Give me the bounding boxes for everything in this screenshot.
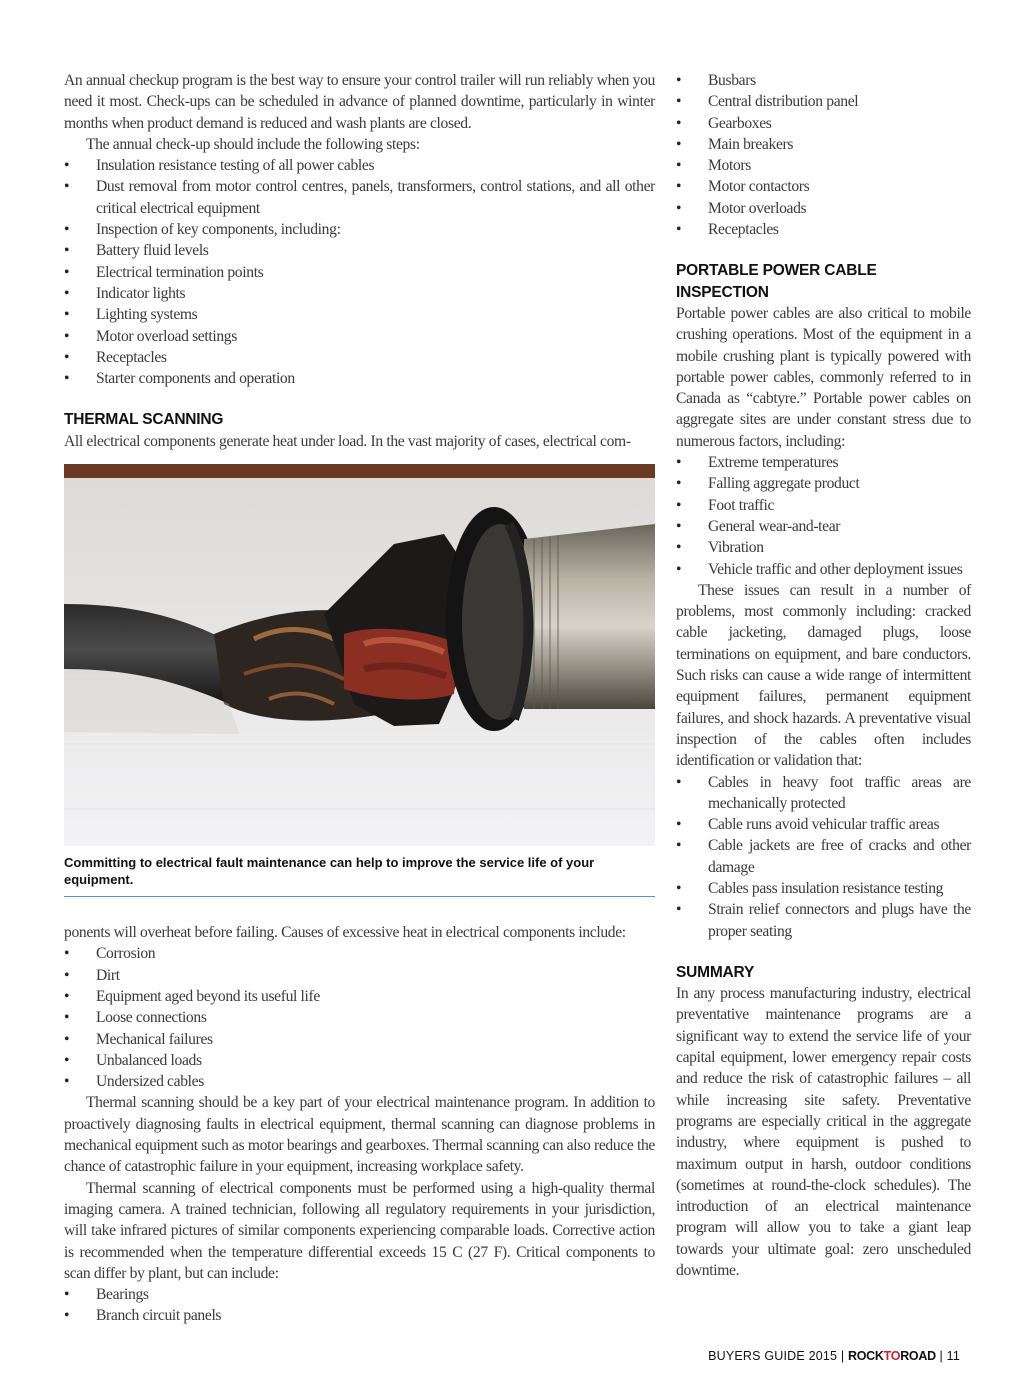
list-item: • Corrosion	[64, 943, 655, 964]
list-item: • Strain relief connectors and plugs have the proper seating	[676, 899, 971, 942]
list-item: • Main breakers	[676, 134, 971, 155]
thermal-intro: All electrical components generate heat under load. In the vast majority of cases, electrical com-	[64, 432, 631, 450]
checks-list	[676, 772, 971, 942]
list-item: • Foot traffic	[676, 495, 971, 516]
list-item: • Motor contactors	[676, 176, 971, 197]
list-item: • Receptacles	[64, 347, 655, 368]
list-item: • Starter components and operation	[64, 368, 655, 389]
summary-paragraph: In any process manufacturing industry, electrical preventative maintenance programs are a significant way to extend the service life of your capital equipment, lower emergency repair costs and reduce the risk of catastrophic failures – all while increasing site safety. Preventative programs are especially critical in the aggregate industry, where equipment is pushed to maximum output in harsh, outdoor conditions (sometimes at round-the-clock schedules). The introduction of an electrical maintenance program will allow you to take a giant leap towards your ultimate goal: zero unscheduled downtime.	[676, 985, 971, 1280]
intro-paragraph: An annual checkup program is the best way to ensure your control trailer will run reliably when you need it most. Check-ups can be scheduled in advance of planned downtime, particularly in winter months when product demand is reduced and wash plants are closed.	[64, 72, 655, 132]
photo-caption: Committing to electrical fault maintenance can help to improve the service life of your equipment.	[64, 855, 595, 888]
burned-cable-illustration	[64, 464, 655, 846]
list-item: • Vibration	[676, 537, 971, 558]
list-item: • Cables pass insulation resistance testing	[676, 878, 971, 899]
portable-cable-heading: PORTABLE POWER CABLE INSPECTION	[676, 262, 877, 301]
list-item: • Cables in heavy foot traffic areas are mechanically protected	[676, 772, 971, 815]
list-item: • Central distribution panel	[676, 91, 971, 112]
thermal-continued: ponents will overheat before failing. Causes of excessive heat in electrical components include:	[64, 924, 626, 942]
list-item: • Motors	[676, 155, 971, 176]
list-item: • Gearboxes	[676, 113, 971, 134]
causes-list	[64, 943, 655, 1092]
summary-heading: SUMMARY	[676, 963, 755, 981]
steps-intro: The annual check-up should include the following steps:	[86, 135, 420, 153]
brand-logo	[848, 1349, 936, 1363]
list-item: • Loose connections	[64, 1007, 655, 1028]
list-item: • Cable runs avoid vehicular traffic areas	[676, 814, 971, 835]
list-item: • Branch circuit panels	[64, 1305, 655, 1326]
list-item: • Insulation resistance testing of all power cables	[64, 155, 655, 176]
list-item: • Electrical termination points	[64, 262, 655, 283]
list-item: • Battery fluid levels	[64, 240, 655, 261]
list-item: • Dust removal from motor control centres, panels, transformers, control stations, and all other critical electrical equipment	[64, 176, 655, 219]
brand-mid: TO	[883, 1349, 901, 1363]
list-item: • Motor overload settings	[64, 326, 655, 347]
portable-paragraph-2: These issues can result in a number of problems, most commonly including: cracked cable jacketing, damaged plugs, loose terminations on equipment, and bare conductors. Such risks can cause a wide range of intermittent equipment failures, permanent equipment failures, and shock hazards. A preventative visual inspection of the cables often includes identification or validation that:	[676, 581, 971, 770]
page-footer	[708, 1349, 960, 1363]
list-item: • Lighting systems	[64, 304, 655, 325]
page-number: 11	[946, 1349, 960, 1363]
list-item: • Extreme temperatures	[676, 452, 971, 473]
list-item: • Vehicle traffic and other deployment issues	[676, 559, 971, 580]
brand-left: ROCK	[848, 1349, 884, 1363]
thermal-scanning-heading: THERMAL SCANNING	[64, 411, 224, 429]
right-column	[676, 70, 971, 1281]
list-item: • Falling aggregate product	[676, 473, 971, 494]
list-item: • Indicator lights	[64, 283, 655, 304]
brand-right: ROAD	[900, 1349, 936, 1363]
thermal-paragraph-2: Thermal scanning should be a key part of your electrical maintenance program. In addition to proactively diagnosing faults in electrical equipment, thermal scanning can diagnose problems in mechanical equipment such as motor bearings and gearboxes. Thermal scanning can also reduce the chance of catastrophic failure in your equipment, increasing workplace safety.	[64, 1094, 655, 1176]
list-item: • Bearings	[64, 1284, 655, 1305]
list-item: • Inspection of key components, including:	[64, 219, 655, 240]
factors-list	[676, 452, 971, 580]
list-item: • Undersized cables	[64, 1071, 655, 1092]
list-item: • Dirt	[64, 965, 655, 986]
burned-cable-photo	[64, 464, 655, 846]
list-item: • Equipment aged beyond its useful life	[64, 986, 655, 1007]
list-item: • Motor overloads	[676, 198, 971, 219]
list-item: • Unbalanced loads	[64, 1050, 655, 1071]
list-item: • Cable jackets are free of cracks and other damage	[676, 835, 971, 878]
footer-separator: |	[939, 1349, 947, 1363]
components-list-continued	[676, 70, 971, 240]
list-item: • Mechanical failures	[64, 1029, 655, 1050]
steps-list	[64, 155, 655, 389]
caption-divider	[64, 896, 655, 897]
left-column	[64, 70, 655, 1327]
thermal-paragraph-3: Thermal scanning of electrical components must be performed using a high-quality thermal imaging camera. A trained technician, following all regulatory requirements in your jurisdiction, will take infrared pictures of similar components experiencing comparable loads. Corrective action is recommended when the temperature differential exceeds 15 C (27 F). Critical components to scan differ by plant, but can include:	[64, 1179, 655, 1282]
list-item: • General wear-and-tear	[676, 516, 971, 537]
portable-paragraph-1: Portable power cables are also critical to mobile crushing operations. Most of the equipment in a mobile crushing plant is typically powered with portable power cables, commonly referred to in Canada as “cabtyre.” Portable power cables on aggregate sites are under constant stress due to numerous factors, including:	[676, 304, 971, 450]
list-item: • Busbars	[676, 70, 971, 91]
footer-separator: |	[840, 1349, 849, 1363]
components-list	[64, 1284, 655, 1327]
list-item: • Receptacles	[676, 219, 971, 240]
publication-label: BUYERS GUIDE 2015	[708, 1349, 838, 1363]
